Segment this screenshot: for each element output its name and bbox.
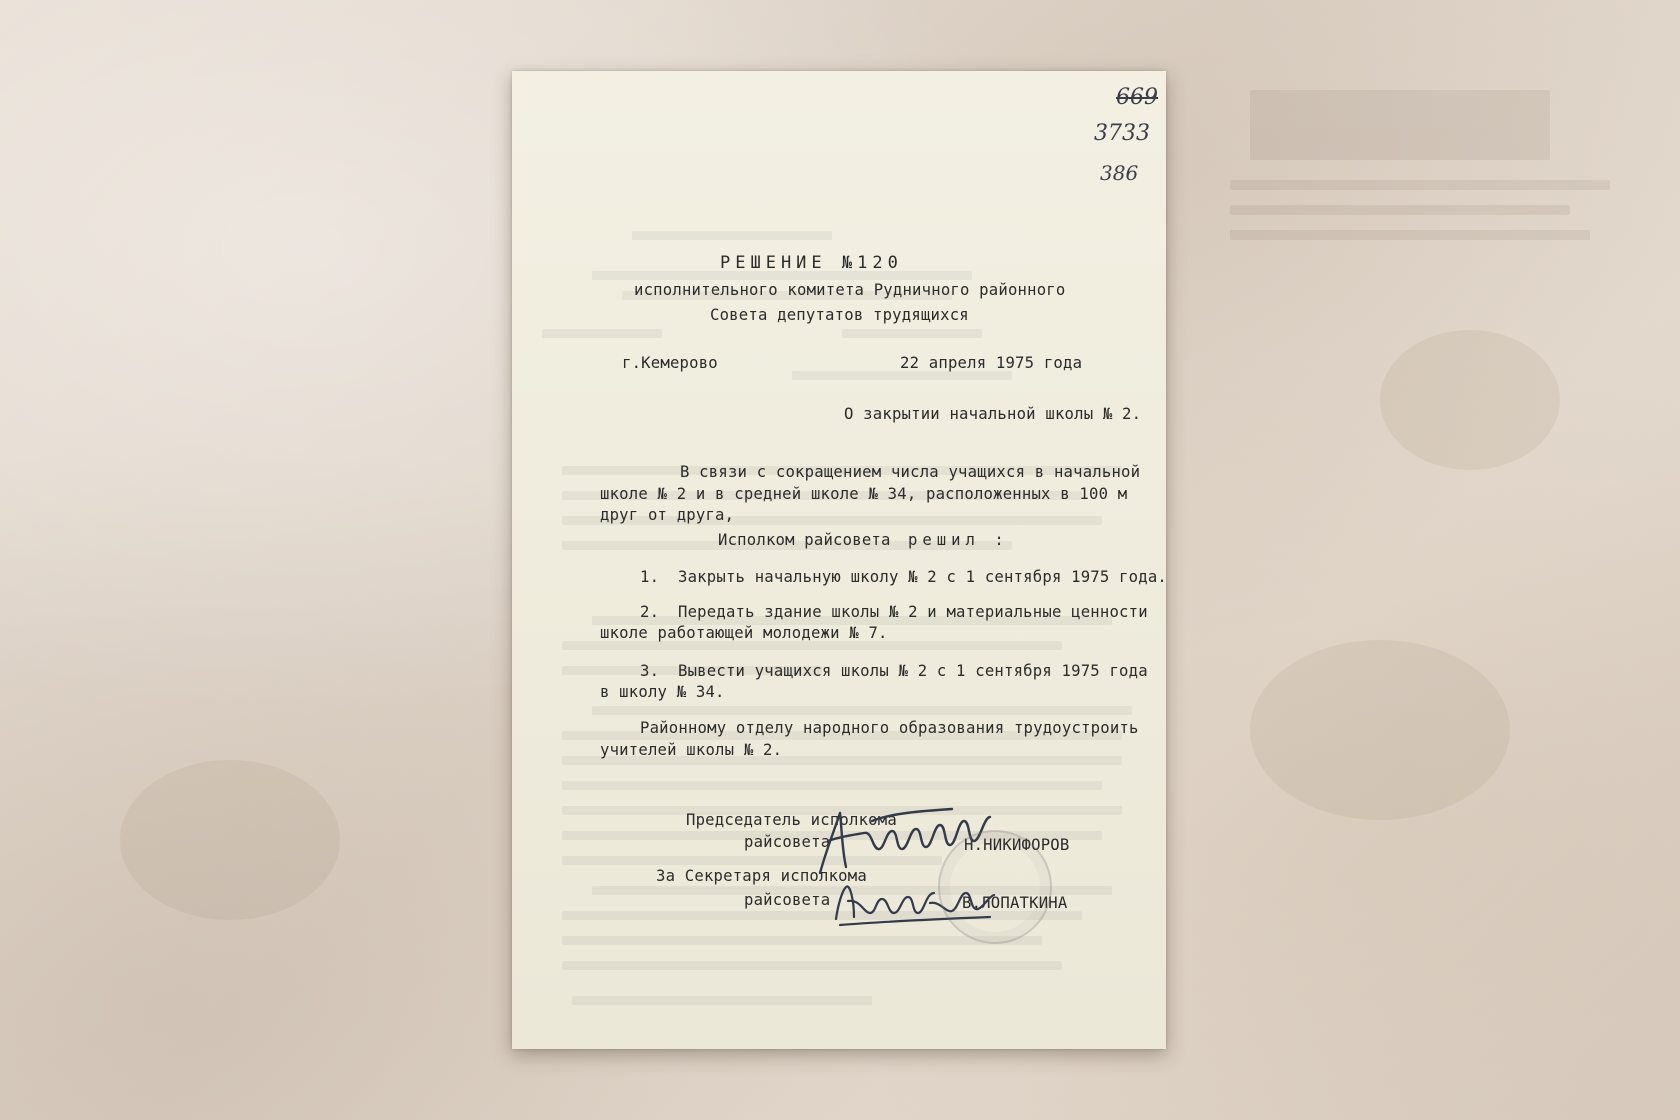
preamble-line: друг от друга, xyxy=(600,506,735,524)
background-stain xyxy=(1250,640,1510,820)
decision-word: решил : xyxy=(908,531,1009,549)
document-subtitle-line2: Совета депутатов трудящихся xyxy=(710,306,969,324)
document-date: 22 апреля 1975 года xyxy=(900,354,1083,372)
secretary-title: За Секретаря исполкома xyxy=(656,867,867,885)
background-stain xyxy=(1380,330,1560,470)
document-title: РЕШЕНИЕ №120 xyxy=(720,253,903,273)
item-text: в школу № 34. xyxy=(600,683,725,701)
secretary-name: В.ЛОПАТКИНА xyxy=(962,894,1068,912)
closing-line: Районному отделу народного образования трудоустроить xyxy=(640,719,1139,737)
closing-line: учителей школы № 2. xyxy=(600,741,783,759)
show-through-text xyxy=(512,71,1166,1049)
item-number: 3. xyxy=(640,662,660,680)
chairman-title: Председатель исполкома xyxy=(686,811,897,829)
background-ghost-document xyxy=(1210,70,1630,270)
document-subtitle-line1: исполнительного комитета Рудничного районного xyxy=(634,281,1066,299)
secretary-title: райсовета xyxy=(744,891,831,909)
item-text: Вывести учащихся школы № 2 с 1 сентября 1975 года xyxy=(678,662,1148,680)
document-city: г.Кемерово xyxy=(622,354,718,372)
document-sheet xyxy=(512,71,1166,1049)
preamble-line: В связи с сокращением числа учащихся в начальной xyxy=(680,463,1141,481)
decision-lead: Исполком райсовета xyxy=(718,531,891,549)
chairman-name: Н.НИКИФОРОВ xyxy=(964,836,1070,854)
item-number: 1. xyxy=(640,568,660,586)
archive-number: 3733 xyxy=(1094,121,1150,146)
document-subject: О закрытии начальной школы № 2. xyxy=(844,405,1142,423)
item-text: Закрыть начальную школу № 2 с 1 сентября 1975 года. xyxy=(678,568,1167,586)
item-number: 2. xyxy=(640,603,660,621)
background-stain xyxy=(120,760,340,920)
archive-number-crossed: 669 xyxy=(1116,85,1158,110)
faint-stamp xyxy=(938,830,1052,944)
item-text: школе работающей молодежи № 7. xyxy=(600,624,888,642)
item-text: Передать здание школы № 2 и материальные ценности xyxy=(678,603,1148,621)
chairman-title: райсовета xyxy=(744,833,831,851)
preamble-line: школе № 2 и в средней школе № 34, расположенных в 100 м xyxy=(600,485,1128,503)
archive-number: 386 xyxy=(1100,161,1139,185)
